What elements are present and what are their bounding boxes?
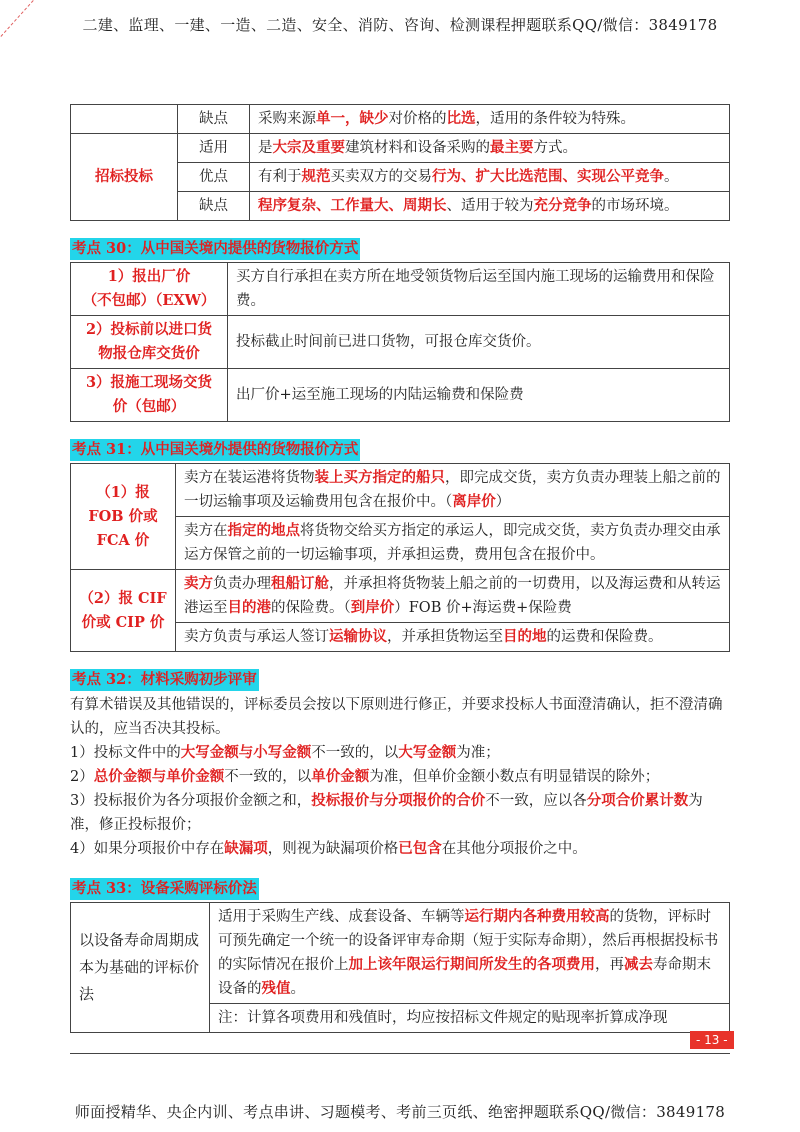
table-cell: 卖方在指定的地点将货物交给买方指定的承运人，即完成交货，卖方负责办理交由承运方保管之前的一切运输事项，并承担运费，费用包含在报价中。 <box>176 517 730 570</box>
row-label: 2）投标前以进口货物报仓库交货价 <box>71 316 228 369</box>
section-31 <box>70 438 730 652</box>
row-label: 以设备寿命周期成本为基础的评标价法 <box>71 903 210 1033</box>
page-content <box>70 104 730 1033</box>
list-item: 1）投标文件中的大写金额与小写金额不一致的，以大写金额为准； <box>70 744 500 761</box>
paragraph: 有算术错误及其他错误的，评标委员会按以下原则进行修正，并要求投标人书面澄清确认，拒不澄清确认的，应当否决其投标。 <box>70 697 723 737</box>
row-label: 1）报出厂价 （不包邮）（EXW） <box>71 263 228 316</box>
table-cell: 适用于采购生产线、成套设备、车辆等运行期内各种费用较高的货物，评标时可预先确定一个统一的设备评审寿命期（短于实际寿命期），然后再根据投标书的实际情况在报价上加上该年限运行期间所发生的各项费用，再减去寿命期末设备的残值。 <box>210 903 730 1004</box>
list-item: 4）如果分项报价中存在缺漏项，则视为缺漏项价格已包含在其他分项报价之中。 <box>70 840 587 857</box>
table-row <box>71 464 730 517</box>
section-heading: 考点 33：设备采购评标价法 <box>70 878 259 900</box>
table-row <box>71 105 730 134</box>
section-heading: 考点 32：材料采购初步评审 <box>70 669 259 691</box>
row-label: 缺点 <box>178 105 250 134</box>
list-item: 3）投标报价为各分项报价金额之和，投标报价与分项报价的合价不一致，应以各分项合价累计数为准，修正投标报价； <box>70 792 703 833</box>
table-cell: 投标截止时间前已进口货物，可报仓库交货价。 <box>228 316 730 369</box>
row-label: 3）报施工现场交货价（包邮） <box>71 369 228 422</box>
page-footer: 师面授精华、央企内训、考点串讲、习题模考、考前三页纸、绝密押题联系QQ/微信：3849178 <box>74 1103 726 1121</box>
domestic-quote-table <box>70 262 730 422</box>
page-number: - 13 - <box>690 1031 734 1049</box>
section-32 <box>70 668 730 861</box>
table-cell: 有利于规范买卖双方的交易行为、扩大比选范围、实现公平竞争。 <box>250 163 730 192</box>
section-heading: 考点 30：从中国关境内提供的货物报价方式 <box>70 238 360 260</box>
section-30 <box>70 237 730 422</box>
table-cell <box>71 105 178 134</box>
section-heading: 考点 31：从中国关境外提供的货物报价方式 <box>70 439 360 461</box>
row-label: 适用 <box>178 134 250 163</box>
list-item: 2）总价金额与单价金额不一致的，以单价金额为准，但单价金额小数点有明显错误的除外； <box>70 768 660 785</box>
table-cell: 卖方在装运港将货物装上买方指定的船只，即完成交货，卖方负责办理装上船之前的一切运输事项及运输费用包含在报价中。（离岸价） <box>176 464 730 517</box>
table-cell: 注：计算各项费用和残值时，均应按招标文件规定的贴现率折算成净现 <box>210 1004 730 1033</box>
footer-rule <box>70 1053 730 1054</box>
table-row <box>71 134 730 163</box>
table-row <box>71 570 730 623</box>
table-row <box>71 903 730 1004</box>
group-label: 招标投标 <box>71 134 178 221</box>
table-cell: 卖方负责与承运人签订运输协议，并承担货物运至目的地的运费和保险费。 <box>176 623 730 652</box>
table-row <box>71 263 730 316</box>
table-row <box>71 369 730 422</box>
table-cell: 出厂价+运至施工现场的内陆运输费和保险费 <box>228 369 730 422</box>
procurement-method-table <box>70 104 730 221</box>
table-cell: 卖方负责办理租船订舱，并承担将货物装上船之前的一切费用，以及海运费和从转运港运至目的港的保险费。（到岸价）FOB 价+海运费+保险费 <box>176 570 730 623</box>
row-label: 缺点 <box>178 192 250 221</box>
section-33 <box>70 877 730 1033</box>
table-cell: 采购来源单一，缺少对价格的比选，适用的条件较为特殊。 <box>250 105 730 134</box>
table-cell: 买方自行承担在卖方所在地受领货物后运至国内施工现场的运输费用和保险费。 <box>228 263 730 316</box>
row-label: 优点 <box>178 163 250 192</box>
group-label: （1）报 FOB 价或 FCA 价 <box>71 464 176 570</box>
table-cell: 程序复杂、工作量大、周期长、适用于较为充分竞争的市场环境。 <box>250 192 730 221</box>
group-label: （2）报 CIF 价或 CIP 价 <box>71 570 176 652</box>
foreign-quote-table <box>70 463 730 652</box>
table-row <box>71 316 730 369</box>
evaluation-method-table <box>70 902 730 1033</box>
page-header: 二建、监理、一建、一造、二造、安全、消防、咨询、检测课程押题联系QQ/微信：3849178 <box>82 16 718 34</box>
corner-fold-mark <box>0 0 84 71</box>
table-cell: 是大宗及重要建筑材料和设备采购的最主要方式。 <box>250 134 730 163</box>
